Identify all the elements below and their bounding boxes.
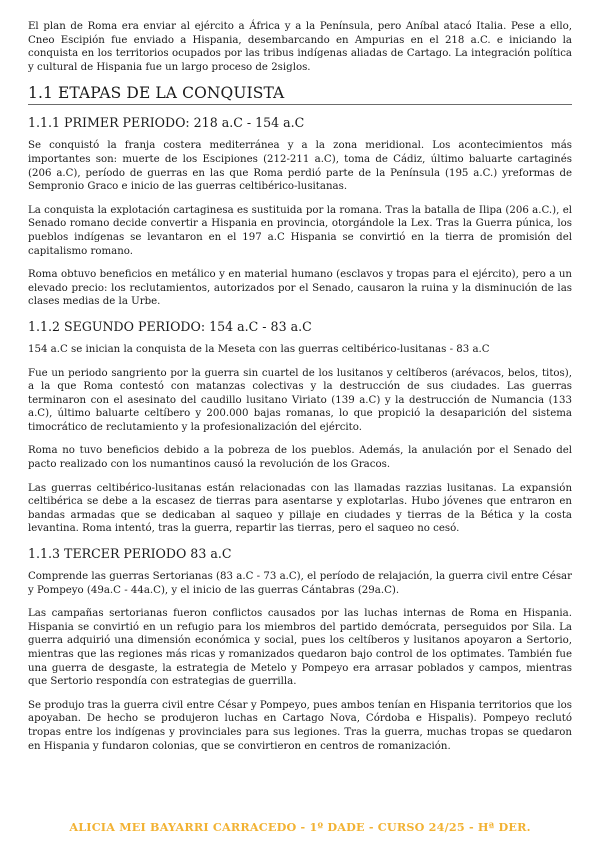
period-1 bbox=[28, 115, 572, 309]
page-footer: ALICIA MEI BAYARRI CARRACEDO - 1º DADE - CURSO 24/25 - Hª DER. bbox=[69, 820, 531, 834]
period-1-paragraph: Se conquistó la franja costera mediterránea y a la zona meridional. Los acontecimientos más importantes son: muerte de los Escipiones (212-211 a.C), toma de Cádiz, último baluarte cartaginés (206 a.C), período de guerras en las que Roma perdió parte de la Península (195 a.C.) yreformas de Sempronio Graco e inicio de las guerras celtibérico-lusitanas. bbox=[28, 140, 572, 193]
period-3-paragraph: Las campañas sertorianas fueron conflictos causados por las luchas internas de Roma en Hispania. Hispania se convirtió en un refugio para los miembros del partido demócrata, perseguidos por Sila. La guerra adquirió una dimensión económica y social, pues los celtíberos y lusitanos apoyaron a Sertorio, mientras que las regiones más ricas y romanizados quedaron bajo control de los optimates. También fue una guerra de desgaste, la estrategia de Metelo y Pompeyo era arrasar poblados y campos, mientras que Sertorio respondía con estrategias de guerrilla. bbox=[28, 608, 572, 688]
section-title: 1.1 ETAPAS DE LA CONQUISTA bbox=[28, 84, 572, 105]
period-3-paragraph: Se produjo tras la guerra civil entre César y Pompeyo, pues ambos tenían en Hispania territorios que los apoyaban. De hecho se produjeron luchas en Cartago Nova, Córdoba e Hispalis). Pompeyo reclutó tropas entre los indígenas y provinciales para sus legiones. Tras la guerra, muchas tropas se quedaron en Hispania y fundaron colonias, que se convirtieron en centros de romanización. bbox=[28, 699, 572, 752]
period-2-paragraph: Fue un periodo sangriento por la guerra sin cuartel de los lusitanos y celtíberos (arévacos, belos, titos), a la que Roma contestó con matanzas colectivas y la destrucción de sus ciudades. Las guerras terminaron con el asesinato del caudillo lusitano Viriato (139 a.C) y la destrucción de Numancia (133 a.C), último baluarte celtíbero y 200.000 bajas romanas, lo que propició la desaparición del sistema timocrático de reclutamiento y la profesionalización del ejército. bbox=[28, 367, 572, 433]
period-2 bbox=[28, 319, 572, 536]
period-3 bbox=[28, 546, 572, 753]
period-2-paragraph: 154 a.C se inician la conquista de la Meseta con las guerras celtibérico-lusitanas - 83 a.C bbox=[28, 343, 490, 355]
period-2-title: 1.1.2 SEGUNDO PERIODO: 154 a.C - 83 a.C bbox=[28, 318, 312, 334]
period-1-title: 1.1.1 PRIMER PERIODO: 218 a.C - 154 a.C bbox=[28, 115, 305, 131]
intro-paragraph: El plan de Roma era enviar al ejército a África y a la Península, pero Aníbal atacó Italia. Pese a ello, Cneo Escipión fue enviado a Hispania, desembarcando en Ampurias en el 218 a.C. e iniciando la conquista en los territorios ocupados por las tribus indígenas aliadas de Cartago. La integración política y cultural de Hispania fue un largo proceso de 2siglos. bbox=[28, 21, 572, 73]
period-2-paragraph: Roma no tuvo beneficios debido a la pobreza de los pueblos. Además, la anulación por el Senado del pacto realizado con los numantinos causó la revolución de los Gracos. bbox=[28, 445, 572, 471]
document-page bbox=[28, 20, 572, 763]
period-1-paragraph: Roma obtuvo beneficios en metálico y en material humano (esclavos y tropas para el ejército), pero a un elevado precio: los reclutamientos, autorizados por el Senado, causaron la ruina y la disminución de las clases medias de la Urbe. bbox=[28, 269, 572, 308]
period-3-paragraph: Comprende las guerras Sertorianas (83 a.C - 73 a.C), el período de relajación, la guerra civil entre César y Pompeyo (49a.C - 44a.C), y el inicio de las guerras Cántabras (29a.C). bbox=[28, 571, 572, 596]
period-1-paragraph: La conquista la explotación cartaginesa es sustituida por la romana. Tras la batalla de Ilipa (206 a.C.), el Senado romano decide convertir a Hispania en provincia, otorgándole la Lex. Tras la Guerra púnica, los pueblos indígenas se levantaron en el 197 a.C Hispania se convirtió en la tierra de promisión del capitalismo romano. bbox=[28, 204, 572, 257]
period-3-title: 1.1.3 TERCER PERIODO 83 a.C bbox=[28, 546, 232, 562]
period-2-paragraph: Las guerras celtibérico-lusitanas están relacionadas con las llamadas razzias lusitanas. La expansión celtibérica se debe a la escasez de tierras para asentarse y explotarlas. Hubo jóvenes que entraron en bandas armadas que se dedicaban al saqueo y pillaje en ciudades y tierras de la Bética y la costa levantina. Roma intentó, tras la guerra, repartir las tierras, pero el saqueo no cesó. bbox=[28, 482, 572, 535]
